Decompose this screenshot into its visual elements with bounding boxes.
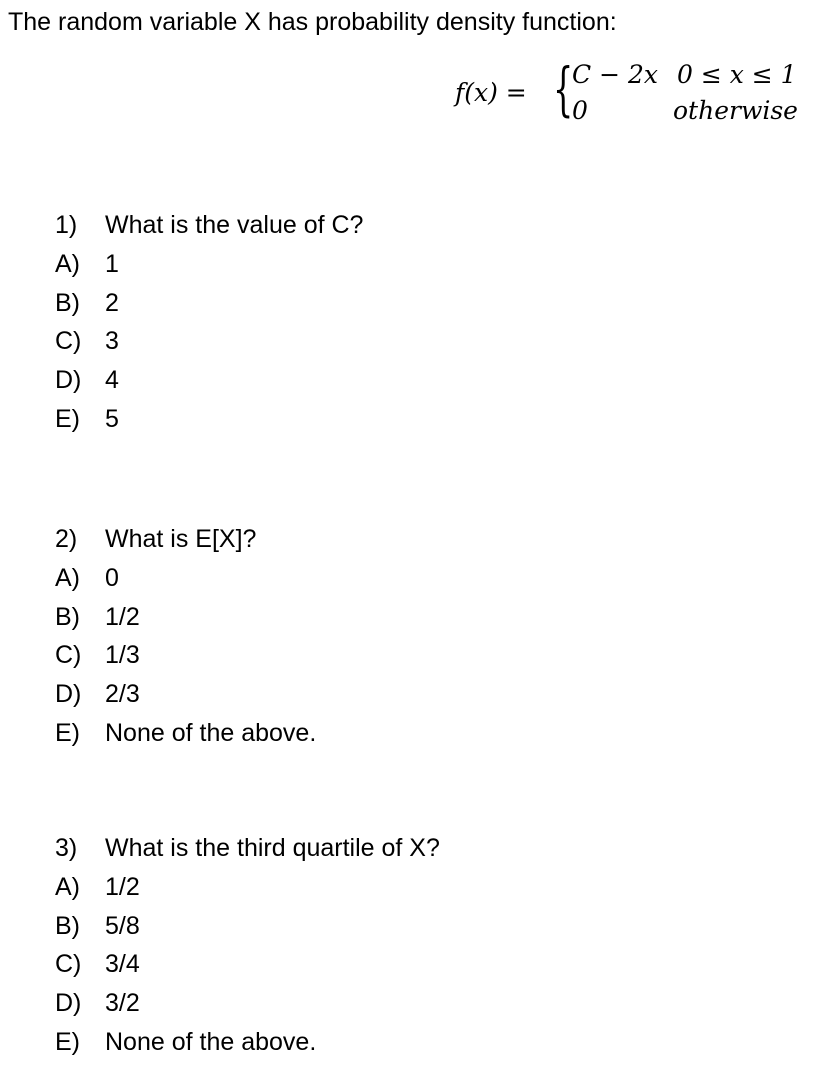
formula-lhs: f(x) =: [455, 78, 527, 107]
option-letter: B): [55, 288, 80, 317]
option-letter: E): [55, 718, 80, 747]
question-number: 2): [55, 525, 78, 553]
option-text: 3: [105, 327, 119, 356]
option-text: None of the above.: [105, 1027, 317, 1056]
option-text: None of the above.: [105, 718, 317, 747]
question-text: What is the third quartile of X?: [105, 834, 440, 862]
option-letter: C): [55, 641, 82, 670]
intro-text: The random variable X has probability density function:: [8, 8, 617, 36]
option-letter: D): [55, 680, 82, 709]
option-text: 5: [105, 404, 119, 433]
option-letter: E): [55, 1027, 80, 1056]
pdf-formula: [455, 55, 815, 138]
question-number: 1): [55, 211, 78, 239]
option-text: 1: [105, 249, 119, 278]
option-letter: D): [55, 989, 82, 1018]
option-text: 3/2: [105, 989, 140, 1018]
option-letter: C): [55, 950, 82, 979]
option-text: 1/3: [105, 641, 140, 670]
option-letter: E): [55, 404, 80, 433]
formula-case2-expression: 0: [572, 96, 588, 125]
option-text: 3/4: [105, 950, 140, 979]
option-letter: B): [55, 911, 80, 940]
formula-case2-condition: otherwise: [673, 96, 798, 125]
option-letter: B): [55, 602, 80, 631]
option-text: 5/8: [105, 911, 140, 940]
option-letter: A): [55, 563, 80, 592]
option-text: 0: [105, 563, 119, 592]
option-letter: A): [55, 249, 80, 278]
option-letter: A): [55, 872, 80, 901]
option-letter: C): [55, 327, 82, 356]
option-text: 4: [105, 366, 119, 395]
option-text: 1/2: [105, 872, 140, 901]
question-text: What is the value of C?: [105, 211, 364, 239]
formula-case1-condition: 0 ≤ x ≤ 1: [677, 60, 797, 89]
option-letter: D): [55, 366, 82, 395]
option-text: 2: [105, 288, 119, 317]
question-text: What is E[X]?: [105, 525, 257, 553]
option-text: 2/3: [105, 680, 140, 709]
question-number: 3): [55, 834, 78, 862]
formula-case1-expression: C − 2x: [572, 60, 658, 89]
option-text: 1/2: [105, 602, 140, 631]
formula-brace: {: [553, 55, 574, 123]
